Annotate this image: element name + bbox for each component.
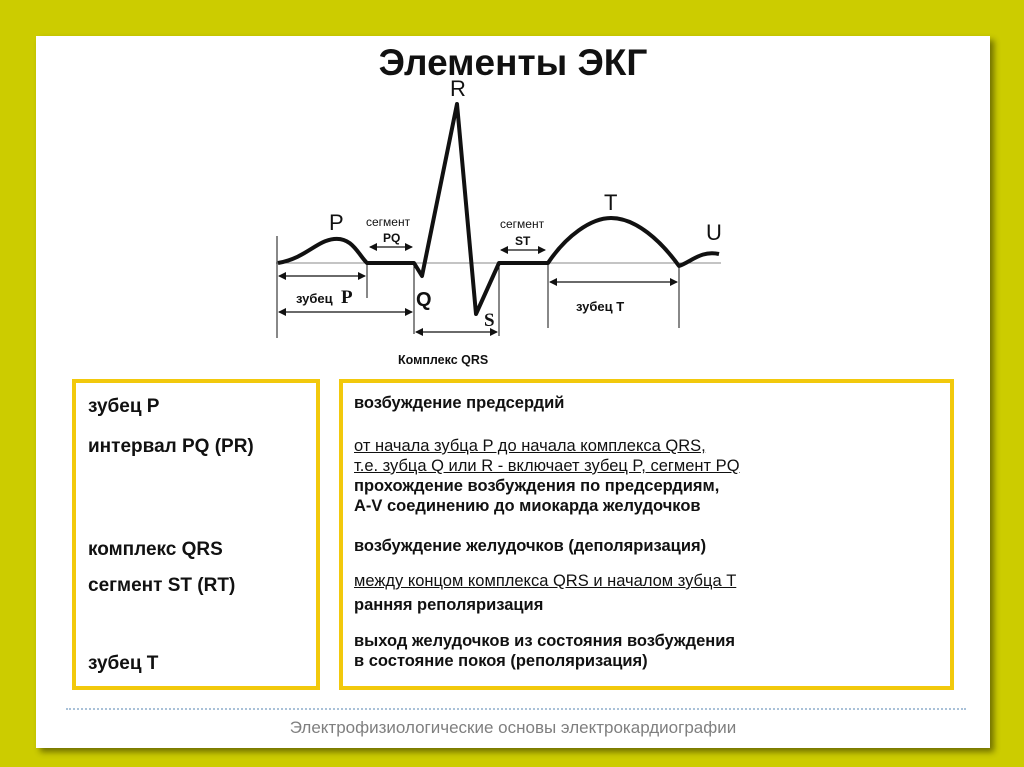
term-qrs: комплекс QRS [88,539,223,560]
label-t: T [604,190,618,215]
label-u: U [706,220,722,245]
desc-pq-line4: A-V соединению до миокарда желудочков [354,497,701,515]
descriptions-box [339,379,954,690]
t-wave-label: зубец T [576,299,625,314]
term-p-wave: зубец P [88,396,160,417]
label-p: P [329,210,344,235]
desc-pq-line2: т.е. зубца Q или R - включает зубец P, сегмент PQ [354,457,740,475]
desc-st-line1: между концом комплекса QRS и началом зубца T [354,572,737,590]
term-t-wave: зубец T [88,653,159,674]
segment-st-name: ST [515,234,531,248]
desc-st-line2: ранняя реполяризация [354,596,544,614]
slide [36,36,990,748]
desc-st-segment [354,571,736,615]
footer-divider [66,708,966,710]
qrs-label: Комплекс QRS [398,353,489,367]
desc-t-line2: в состояние покоя (реполяризация) [354,652,648,670]
desc-pq-line1: от начала зубца P до начала комплекса QRS, [354,437,706,455]
segment-st-word: сегмент [500,217,545,231]
segment-pq-word: сегмент [366,215,411,229]
page-title: Элементы ЭКГ [378,42,648,83]
desc-p-wave-text: возбуждение предсердий [354,394,565,412]
ecg-diagram [36,36,990,376]
terms-box [72,379,320,690]
label-r: R [450,76,466,101]
p-wave-label-word: зубец [296,291,333,306]
desc-p-wave [354,393,564,413]
desc-qrs [354,536,706,556]
desc-qrs-text: возбуждение желудочков (деполяризация) [354,537,707,555]
desc-t-wave [354,631,735,671]
term-st-segment: сегмент ST (RT) [88,575,236,596]
desc-pq-line3: прохождение возбуждения по предсердиям, [354,477,720,495]
label-q: Q [416,289,432,311]
label-s: S [484,310,495,331]
segment-pq-name: PQ [383,231,401,245]
desc-pq-interval [354,436,740,516]
term-pq-interval: интервал PQ (PR) [88,436,254,457]
p-wave-label-letter: P [341,287,353,308]
footer-text: Электрофизиологические основы электрокардиографии [289,718,737,737]
desc-t-line1: выход желудочков из состояния возбуждения [354,632,736,650]
